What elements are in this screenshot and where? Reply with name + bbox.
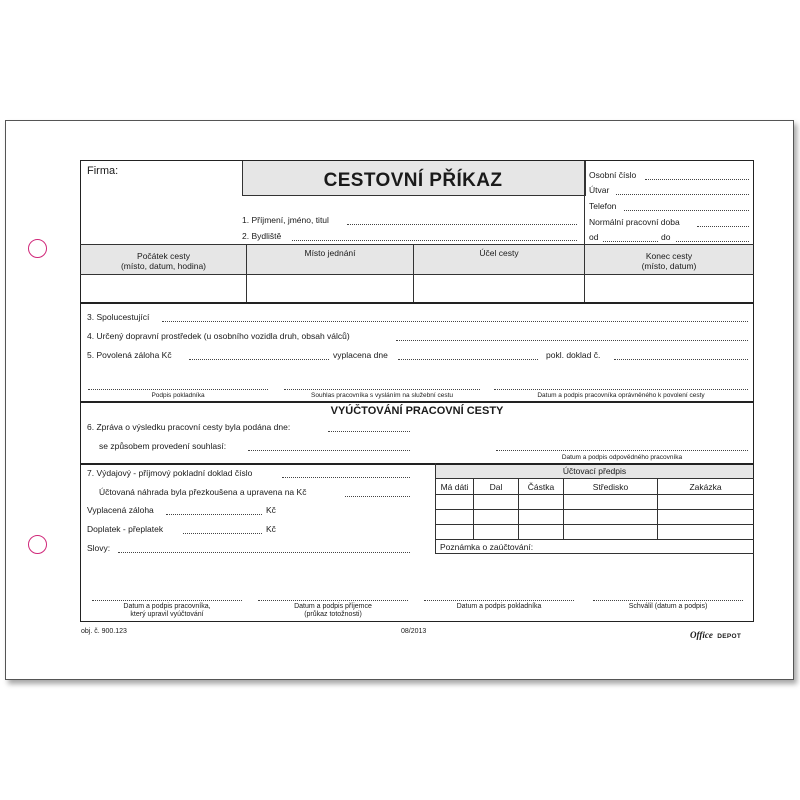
- doklad-line[interactable]: [282, 477, 410, 478]
- slovy-label: Slovy:: [87, 543, 111, 553]
- firma-label: Firma:: [87, 165, 119, 177]
- sig-upravil-line[interactable]: [92, 600, 242, 601]
- sig-souhlas-line[interactable]: [284, 389, 480, 390]
- logo-depot: DEPOT: [717, 633, 742, 640]
- field-name-label: 1. Příjmení, jméno, titul: [242, 215, 329, 225]
- vyplacena-zaloha-line[interactable]: [166, 514, 262, 515]
- do-label: do: [661, 232, 671, 242]
- zprava-label: 6. Zpráva o výsledku pracovní cesty byla podána dne:: [87, 422, 291, 432]
- logo-office: Office: [690, 630, 713, 640]
- poznamka-label: Poznámka o zaúčtování:: [440, 542, 534, 552]
- cell-misto[interactable]: [247, 275, 413, 302]
- field-address-line[interactable]: [292, 240, 577, 241]
- do-line[interactable]: [676, 241, 749, 242]
- sig-schvalil-caption: Schválil (datum a podpis): [628, 603, 708, 610]
- cell-konec[interactable]: [585, 275, 753, 302]
- sig-upravil-caption2: který upravil vyúčtování: [130, 611, 204, 618]
- sig-pokladnik2-caption: Datum a podpis pokladníka: [456, 603, 542, 610]
- slovy-line[interactable]: [118, 552, 410, 553]
- sig-opravneny-line[interactable]: [494, 389, 748, 390]
- sig-souhlas-caption: Souhlas pracovníka s vysláním na služební cestu: [311, 392, 453, 399]
- doplatek-label: Doplatek - přeplatek: [87, 524, 164, 534]
- col-pocatek-label: Počátek cesty: [137, 251, 190, 261]
- sig-pokladnik2-line[interactable]: [424, 600, 574, 601]
- sig-odpovedny-caption: Datum a podpis odpovědného pracovníka: [561, 454, 683, 461]
- zaloha-line[interactable]: [189, 359, 329, 360]
- col-konec-label: Konec cesty: [645, 251, 693, 261]
- vyplacena-zaloha-label: Vyplacená záloha: [87, 505, 154, 515]
- vyuctovani-heading: VYÚČTOVÁNÍ PRACOVNÍ CESTY: [330, 405, 504, 417]
- binder-hole-top: [28, 239, 47, 258]
- pokl-doklad-line[interactable]: [614, 359, 748, 360]
- zprava-line[interactable]: [328, 431, 410, 432]
- uctovaci-rows[interactable]: [436, 495, 753, 539]
- cell-ucel[interactable]: [414, 275, 584, 302]
- sig-odpovedny-line[interactable]: [496, 450, 748, 451]
- binder-hole-bottom: [28, 535, 47, 554]
- field-address-label: 2. Bydliště: [242, 231, 282, 241]
- col-dal: Dal: [489, 482, 503, 492]
- souhlasi-label: se způsobem provedení souhlasí:: [99, 441, 227, 451]
- col-ma-dati: Má dáti: [440, 482, 469, 492]
- col-zakazka: Zakázka: [689, 482, 722, 492]
- col-konec-sub: (místo, datum): [641, 261, 697, 271]
- telefon-label: Telefon: [589, 201, 617, 211]
- doplatek-kc: Kč: [266, 524, 276, 534]
- sig-prijemce-caption2: (průkaz totožnosti): [304, 611, 362, 618]
- sig-upravil-caption1: Datum a podpis pracovníka,: [123, 603, 211, 610]
- pokl-doklad-label: pokl. doklad č.: [546, 350, 601, 360]
- field-name-line[interactable]: [347, 224, 577, 225]
- nahrada-line[interactable]: [345, 496, 410, 497]
- od-label: od: [589, 232, 599, 242]
- sig-schvalil-line[interactable]: [593, 600, 743, 601]
- sig-prijemce-line[interactable]: [258, 600, 408, 601]
- prostredek-label: 4. Určený dopravní prostředek (u osobního vozidla druh, obsah válců): [87, 331, 350, 341]
- utvar-label: Útvar: [589, 185, 610, 195]
- col-castka: Částka: [527, 482, 555, 492]
- spolucestujici-label: 3. Spolucestující: [87, 312, 150, 322]
- uctovaci-predpis-label: Účtovací předpis: [562, 466, 627, 476]
- nahrada-label: Účtovaná náhrada byla přezkoušena a upravena na Kč: [99, 487, 307, 497]
- doplatek-line[interactable]: [183, 533, 262, 534]
- osobni-cislo-label: Osobní číslo: [589, 170, 637, 180]
- vyplacena-dne-label: vyplacena dne: [333, 350, 388, 360]
- sig-opravneny-caption: Datum a podpis pracovníka oprávněného k povolení cesty: [537, 392, 705, 399]
- vyplacena-dne-line[interactable]: [398, 359, 538, 360]
- sig-prijemce-caption1: Datum a podpis příjemce: [294, 603, 372, 610]
- sig-pokladnik-caption: Podpis pokladníka: [151, 392, 205, 399]
- pracovni-doba-label: Normální pracovní doba: [589, 217, 680, 227]
- doklad-label: 7. Výdajový - příjmový pokladní doklad číslo: [87, 468, 253, 478]
- office-depot-logo: [690, 625, 741, 643]
- obj-number: obj. č. 900.123: [81, 628, 127, 635]
- vyplacena-zaloha-kc: Kč: [266, 505, 276, 515]
- telefon-line[interactable]: [624, 210, 749, 211]
- col-ucel-label: Účel cesty: [479, 248, 519, 258]
- form-title: CESTOVNÍ PŘÍKAZ: [323, 170, 503, 191]
- cell-pocatek[interactable]: [81, 275, 246, 302]
- sig-pokladnik-line[interactable]: [88, 389, 268, 390]
- souhlasi-line[interactable]: [248, 450, 410, 451]
- spolucestujici-line[interactable]: [162, 321, 748, 322]
- form-date: 08/2013: [401, 628, 427, 635]
- col-pocatek-sub: (místo, datum, hodina): [120, 261, 207, 271]
- zaloha-label: 5. Povolená záloha Kč: [87, 350, 172, 360]
- poznamka-field[interactable]: [550, 541, 750, 552]
- col-stredisko: Středisko: [592, 482, 629, 492]
- od-line[interactable]: [603, 241, 658, 242]
- prostredek-line[interactable]: [396, 340, 748, 341]
- col-misto-label: Místo jednání: [304, 248, 356, 258]
- osobni-cislo-line[interactable]: [645, 179, 749, 180]
- pracovni-doba-line[interactable]: [697, 226, 749, 227]
- utvar-line[interactable]: [616, 194, 749, 195]
